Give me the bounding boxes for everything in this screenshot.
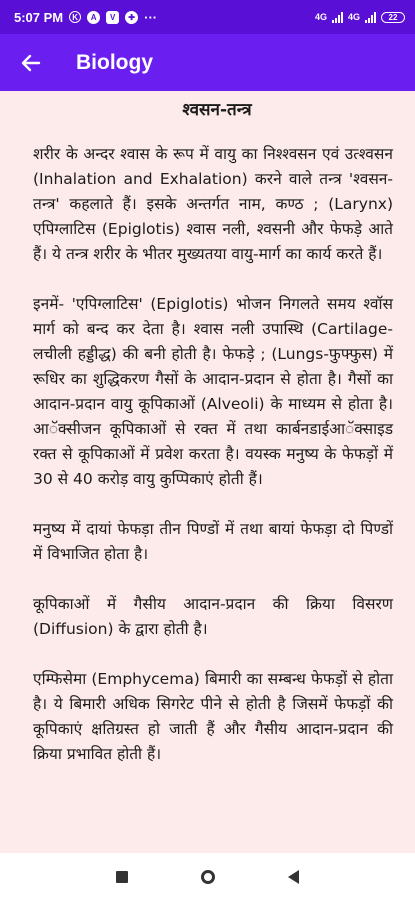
article-title: श्वसन-तन्त्र bbox=[182, 100, 252, 120]
recents-button[interactable] bbox=[79, 853, 165, 900]
system-nav-bar bbox=[0, 853, 415, 900]
article-content[interactable] bbox=[0, 91, 415, 853]
nav-back-button[interactable] bbox=[251, 853, 337, 900]
article-paragraph: मनुष्य में दायां फेफड़ा तीन पिण्डों में तथा बायां फेफड़ा दो पिण्डों में विभाजित होता है। bbox=[33, 520, 393, 563]
notification-k-icon: K bbox=[69, 11, 81, 23]
app-bar bbox=[0, 34, 415, 91]
signal-1-icon bbox=[332, 12, 343, 23]
triangle-back-icon bbox=[288, 870, 299, 884]
article-paragraph: इनमें- 'एपिग्लाटिस' (Epiglotis) भोजन निगलते समय श्वॉस मार्ग को बन्द कर देता है। श्वास नली उपास्थि (Cartilage-लचीली हड्डीद्ध) की बनी होती है। फेफड़े ; (Lungs-फुफ्फुस) में रूधिर का शुद्धिकरण गैसों के आदान-प्रदान से होता है। गैसों का आदान-प्रदान वायु कूपिकाओं (Alveoli) के माध्यम से होता है। आॅक्सीजन कूपिकाओं से रक्त में तथा कार्बनडाईआॅक्साइड रक्त से कूपिकाओं में प्रवेश करता है। वयस्क मनुष्य के फेफड़ों में 30 से 40 करोड़ वायु कुप्पिकाएं होती हैं। bbox=[33, 295, 393, 488]
app-title: Biology bbox=[76, 50, 153, 74]
status-left bbox=[14, 10, 157, 25]
status-time: 5:07 PM bbox=[14, 9, 64, 25]
square-icon bbox=[116, 871, 128, 883]
battery-level: 22 bbox=[388, 12, 398, 22]
notification-a-icon: A bbox=[87, 11, 100, 24]
sim1-data-label: 4G bbox=[314, 12, 327, 22]
signal-2-icon bbox=[365, 12, 376, 23]
status-right bbox=[315, 12, 405, 23]
arrow-left-icon bbox=[21, 53, 41, 73]
home-button[interactable] bbox=[165, 853, 251, 900]
article-paragraph: शरीर के अन्दर श्वास के रूप में वायु का निश्श्वसन एवं उत्श्वसन (Inhalation and Exhalation) करने वाले तन्त्र 'श्वसन-तन्त्र' कहलाते हैं। इसके अन्तर्गत नाम, कण्ठ ; (Larynx) एपिग्लाटिस (Epiglotis) श्वास नली, श्वसनी और फेफड़े आते हैं। ये तन्त्र शरीर के भीतर मुख्यतया वायु-मार्ग का कार्य करते हैं। bbox=[33, 145, 393, 263]
circle-icon bbox=[201, 870, 215, 884]
sim2-data-label: 4G bbox=[347, 12, 360, 22]
status-bar bbox=[0, 0, 415, 34]
battery-icon bbox=[381, 12, 405, 23]
notification-grid-icon: ✚ bbox=[125, 11, 138, 24]
notification-v-icon: V bbox=[106, 11, 119, 24]
back-button[interactable] bbox=[0, 34, 62, 91]
more-notifications-icon: ··· bbox=[144, 9, 158, 25]
article-paragraph: कूपिकाओं में गैसीय आदान-प्रदान की क्रिया विसरण (Diffusion) के द्वारा होती है। bbox=[33, 595, 393, 638]
article-paragraph: एम्फिसेमा (Emphycema) बिमारी का सम्बन्ध फेफड़ों से होता है। ये बिमारी अधिक सिगरेट पीने से होती है जिसमें फेफड़ों की कूपिकाएं क्षतिग्रस्त हो जाती हैं और गैसीय आदान-प्रदान की क्रिया प्रभावित होती हैं। bbox=[33, 670, 393, 763]
